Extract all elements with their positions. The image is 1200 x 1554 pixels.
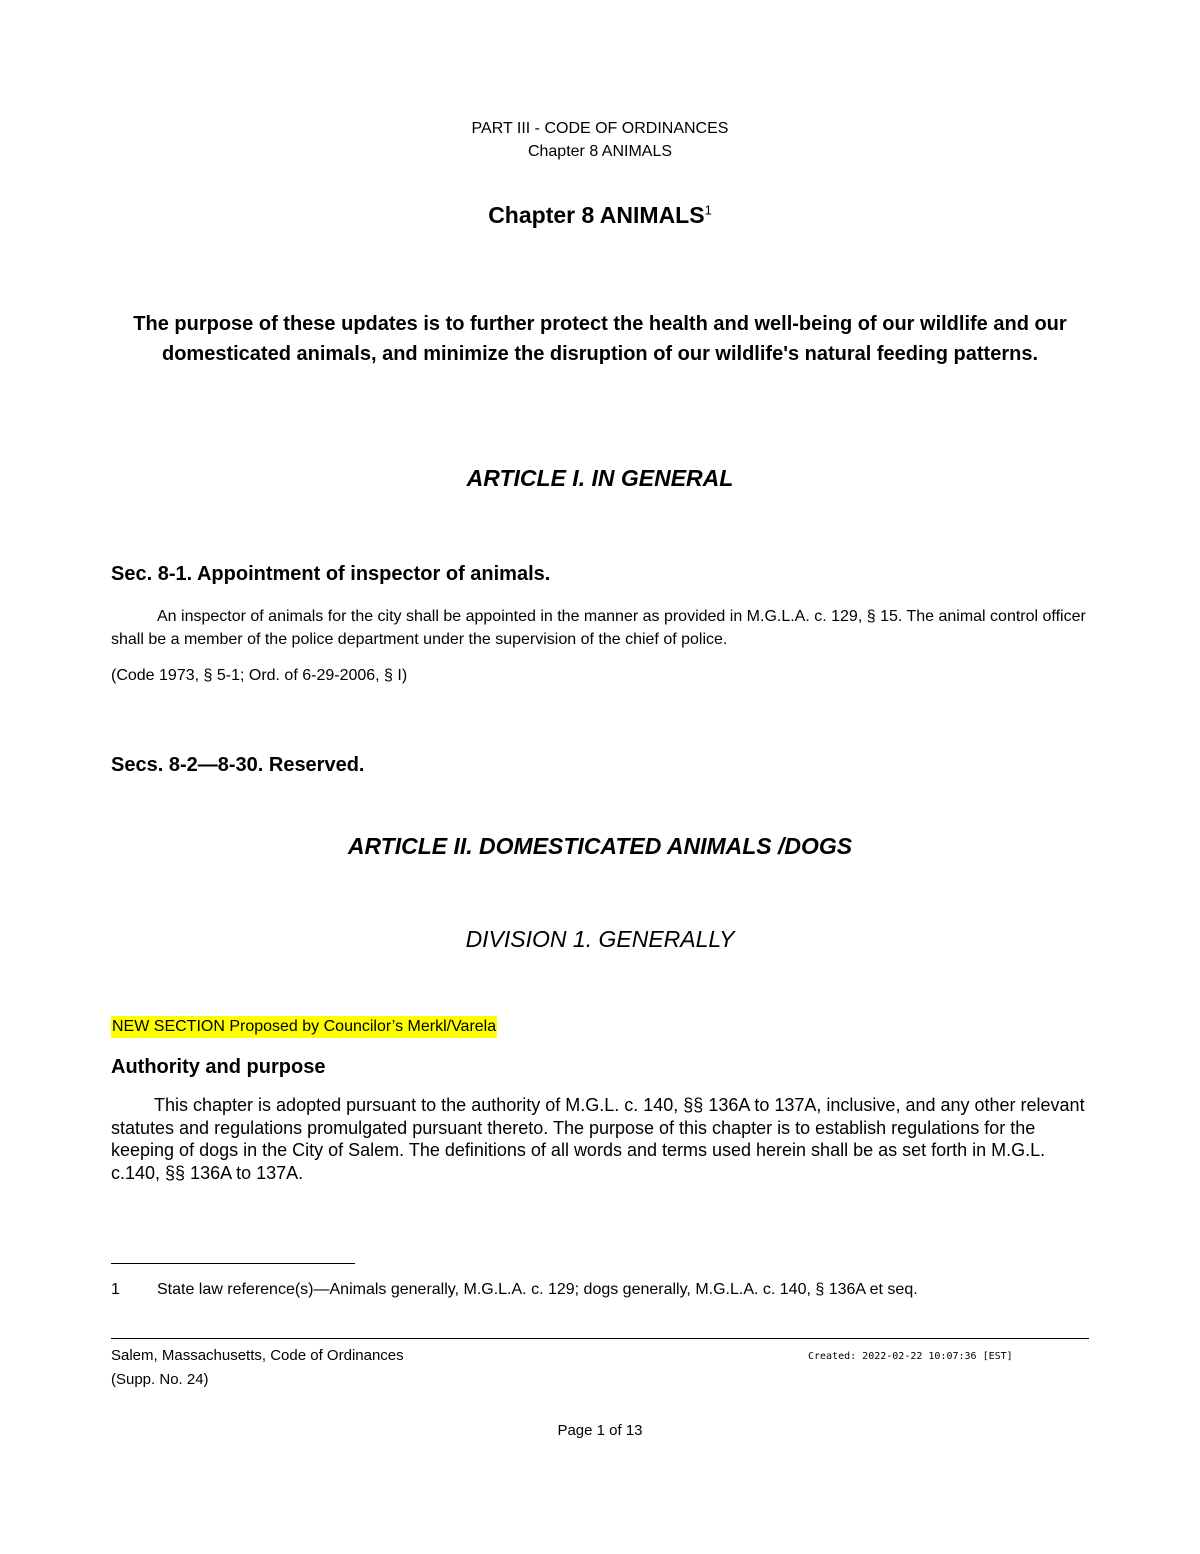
article-1-heading: ARTICLE I. IN GENERAL — [466, 465, 734, 491]
footnote-text: State law reference(s)—Animals generally, M.G.L.A. c. 129; dogs generally, M.G.L.A. c. 140, § 136A et seq. — [157, 1281, 918, 1298]
authority-purpose-heading: Authority and purpose — [111, 1056, 326, 1078]
footer-created-timestamp: Created: 2022-02-22 10:07:36 [EST] — [808, 1351, 1013, 1362]
authority-purpose-body — [111, 1094, 1091, 1184]
reserved-sections-heading: Secs. 8-2—8-30. Reserved. — [111, 754, 365, 776]
article-2-heading: ARTICLE II. DOMESTICATED ANIMALS /DOGS — [347, 833, 853, 859]
chapter-title — [0, 200, 1200, 230]
sec-8-1-body-text: An inspector of animals for the city shall be appointed in the manner as provided in M.G.L.A. c. 129, § 15. The animal control officer shall be a member of the police department under the supervision of the chief of police. — [111, 608, 1086, 648]
new-section-note: NEW SECTION Proposed by Councilor’s Merkl/Varela — [111, 1016, 497, 1038]
division-1-heading: DIVISION 1. GENERALLY — [465, 926, 735, 952]
footnote-number: 1 — [111, 1281, 120, 1298]
footnote — [111, 1279, 918, 1301]
chapter-title-footnote-ref[interactable]: 1 — [704, 202, 712, 218]
running-header-chapter: Chapter 8 ANIMALS — [527, 143, 673, 160]
footer-code-name: Salem, Massachusetts, Code of Ordinances — [111, 1347, 404, 1364]
authority-purpose-body-text: This chapter is adopted pursuant to the authority of M.G.L. c. 140, §§ 136A to 137A, inclusive, and any other relevant statutes and regulations promulgated pursuant thereto. The purpose of this chapter is to establish regulations for the keeping of dogs in the City of Salem. The definitions of all words and terms used herein shall be as set forth in M.G.L. c.140, §§ 136A to 137A. — [111, 1095, 1085, 1183]
sec-8-1-body — [111, 605, 1091, 651]
sec-8-1-heading: Sec. 8-1. Appointment of inspector of animals. — [111, 563, 551, 585]
footer-left — [111, 1344, 404, 1392]
footer-divider — [111, 1338, 1089, 1339]
purpose-statement: The purpose of these updates is to further protect the health and well-being of our wildlife and our domesticated animals, and minimize the disruption of our wildlife's natural feeding patterns. — [133, 313, 1067, 365]
footer-supplement: (Supp. No. 24) — [111, 1371, 209, 1388]
sec-8-1-history: (Code 1973, § 5-1; Ord. of 6-29-2006, § I) — [111, 667, 408, 684]
chapter-title-text: Chapter 8 ANIMALS — [488, 202, 705, 228]
running-header — [0, 117, 1200, 163]
running-header-part: PART III - CODE OF ORDINANCES — [471, 120, 729, 137]
page-number: Page 1 of 13 — [557, 1422, 643, 1439]
footnote-divider — [111, 1263, 355, 1264]
